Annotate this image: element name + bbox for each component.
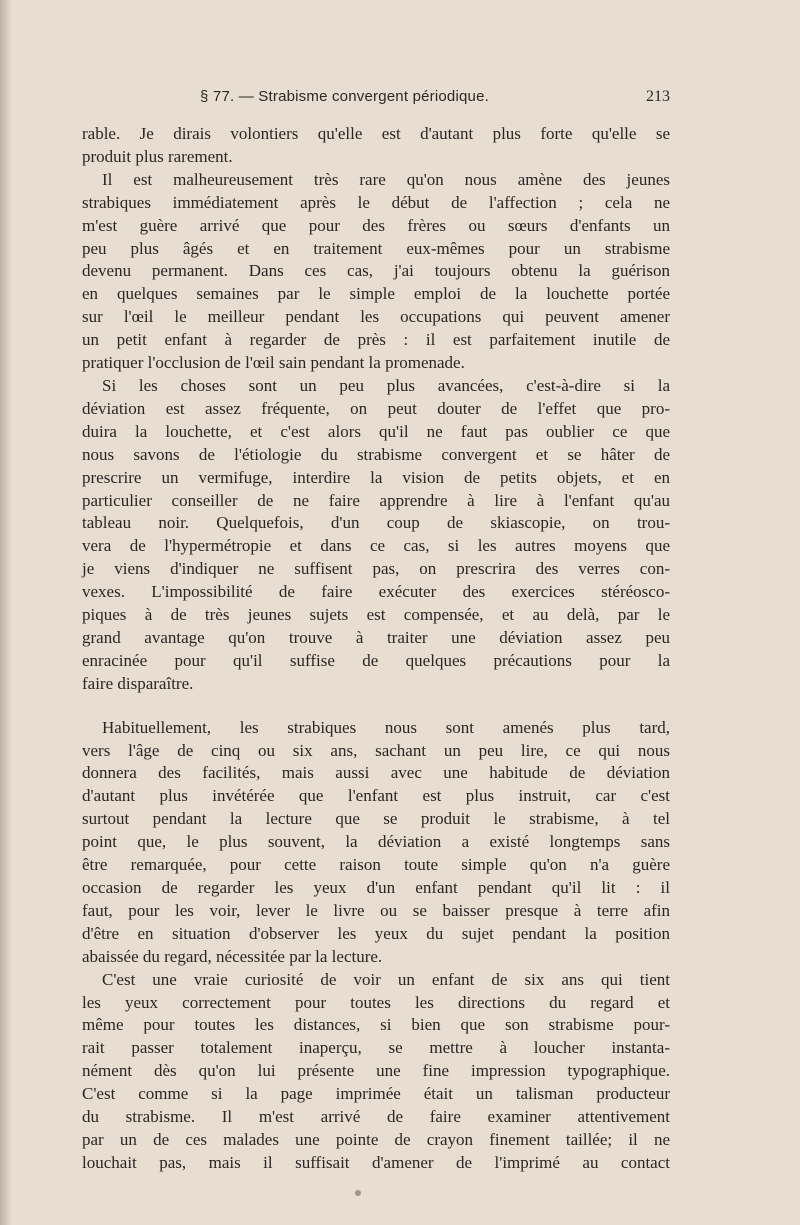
text-line: enracinée pour qu'il suffise de quelques précautions pour la (82, 650, 670, 670)
text-line: en quelques semaines par le simple emploi de la louchette portée (82, 284, 670, 304)
running-header (82, 86, 670, 110)
text-line: surtout pendant la lecture que se produit le strabisme, à tel (82, 809, 670, 829)
text-line: grand avantage qu'on trouve à traiter une déviation assez peu (82, 627, 670, 647)
page-number: 213 (646, 88, 670, 105)
text-line: m'est guère arrivé que pour des frères ou sœurs d'enfants un (82, 215, 670, 235)
text-line: particulier conseiller de ne faire apprendre à lire à l'enfant qu'au (82, 490, 670, 510)
text-line: Il est malheureusement très rare qu'on nous amène des jeunes (102, 169, 670, 189)
text-line: être remarquée, pour cette raison toute simple qu'on n'a guère (82, 855, 670, 875)
paragraph (82, 123, 670, 169)
text-line: un petit enfant à regarder de près : il est parfaitement inutile de (82, 330, 670, 350)
page-edge-shadow (0, 0, 12, 1225)
text-line: duira la louchette, et c'est alors qu'il ne faut pas oublier ce que (82, 421, 670, 441)
text-line: du strabisme. Il m'est arrivé de faire examiner attentivement (82, 1107, 670, 1127)
text-line: même pour toutes les distances, si bien que son strabisme pour- (82, 1015, 670, 1035)
text-line: strabiques immédiatement après le début de l'affection ; cela ne (82, 192, 670, 212)
text-line: les yeux correctement pour toutes les directions du regard et (82, 992, 670, 1012)
paragraph (82, 169, 670, 375)
text-line: C'est comme si la page imprimée était un talisman producteur (82, 1084, 670, 1104)
text-line: produit plus rarement. (82, 146, 233, 166)
text-line: tableau noir. Quelquefois, d'un coup de skiascopie, on trou- (82, 513, 670, 533)
text-line: faut, pour les voir, lever le livre ou se baisser presque à terre afin (82, 900, 670, 920)
text-line: nous savons de l'étiologie du strabisme convergent et se hâter de (82, 444, 670, 464)
text-line: faire disparaître. (82, 673, 194, 693)
text-line: occasion de regarder les yeux d'un enfant pendant qu'il lit : il (82, 878, 670, 897)
text-line: C'est une vraie curiosité de voir un enfant de six ans qui tient (102, 969, 670, 989)
body-text (82, 123, 670, 1175)
text-line: je viens d'indiquer ne suffisent pas, on prescrira des verres con- (82, 559, 670, 579)
text-line: devenu permanent. Dans ces cas, j'ai toujours obtenu la guérison (82, 261, 670, 281)
paragraph (82, 717, 670, 969)
text-line: vers l'âge de cinq ou six ans, sachant un peu lire, ce qui nous (82, 740, 670, 760)
text-line: par un de ces malades une pointe de crayon finement taillée; il ne (82, 1129, 670, 1149)
text-line: vera de l'hypermétropie et dans ce cas, si les autres moyens que (82, 536, 670, 556)
text-line: peu plus âgés et en traitement eux-mêmes pour un strabisme (82, 238, 670, 258)
paragraph-gap (82, 696, 670, 717)
paragraph (82, 375, 670, 696)
text-line: nément dès qu'on lui présente une fine impression typographique. (82, 1061, 670, 1081)
text-line: rait passer totalement inaperçu, se mettre à loucher instanta- (82, 1038, 670, 1058)
text-line: pratiquer l'occlusion de l'œil sain pendant la promenade. (82, 353, 465, 373)
paragraph (82, 969, 670, 1175)
text-line: point que, le plus souvent, la déviation a existé longtemps sans (82, 832, 670, 852)
running-header-title: § 77. — Strabisme convergent périodique. (200, 88, 489, 105)
text-line: vexes. L'impossibilité de faire exécuter des exercices stéréosco- (82, 582, 670, 602)
text-line: Habituellement, les strabiques nous sont amenés plus tard, (102, 717, 670, 737)
text-line: louchait pas, mais il suffisait d'amener de l'imprimé au contact (82, 1152, 670, 1172)
text-line: donnera des facilités, mais aussi avec une habitude de déviation (82, 763, 670, 783)
text-line: prescrire un vermifuge, interdire la vision de petits objets, et en (82, 467, 670, 487)
text-line: piques à de très jeunes sujets est compensée, et au delà, par le (82, 605, 670, 625)
text-line: déviation est assez fréquente, on peut douter de l'effet que pro- (82, 398, 670, 418)
text-line: Si les choses sont un peu plus avancées, c'est-à-dire si la (102, 375, 670, 395)
text-line: sur l'œil le meilleur pendant les occupations qui peuvent amener (82, 307, 670, 327)
text-line: abaissée du regard, nécessitée par la lecture. (82, 946, 383, 966)
text-line: d'être en situation d'observer les yeux du sujet pendant la position (82, 923, 670, 943)
print-speck (355, 1190, 361, 1196)
text-line: rable. Je dirais volontiers qu'elle est d'autant plus forte qu'elle se (82, 124, 670, 143)
text-line: d'autant plus invétérée que l'enfant est plus instruit, car c'est (82, 786, 670, 806)
